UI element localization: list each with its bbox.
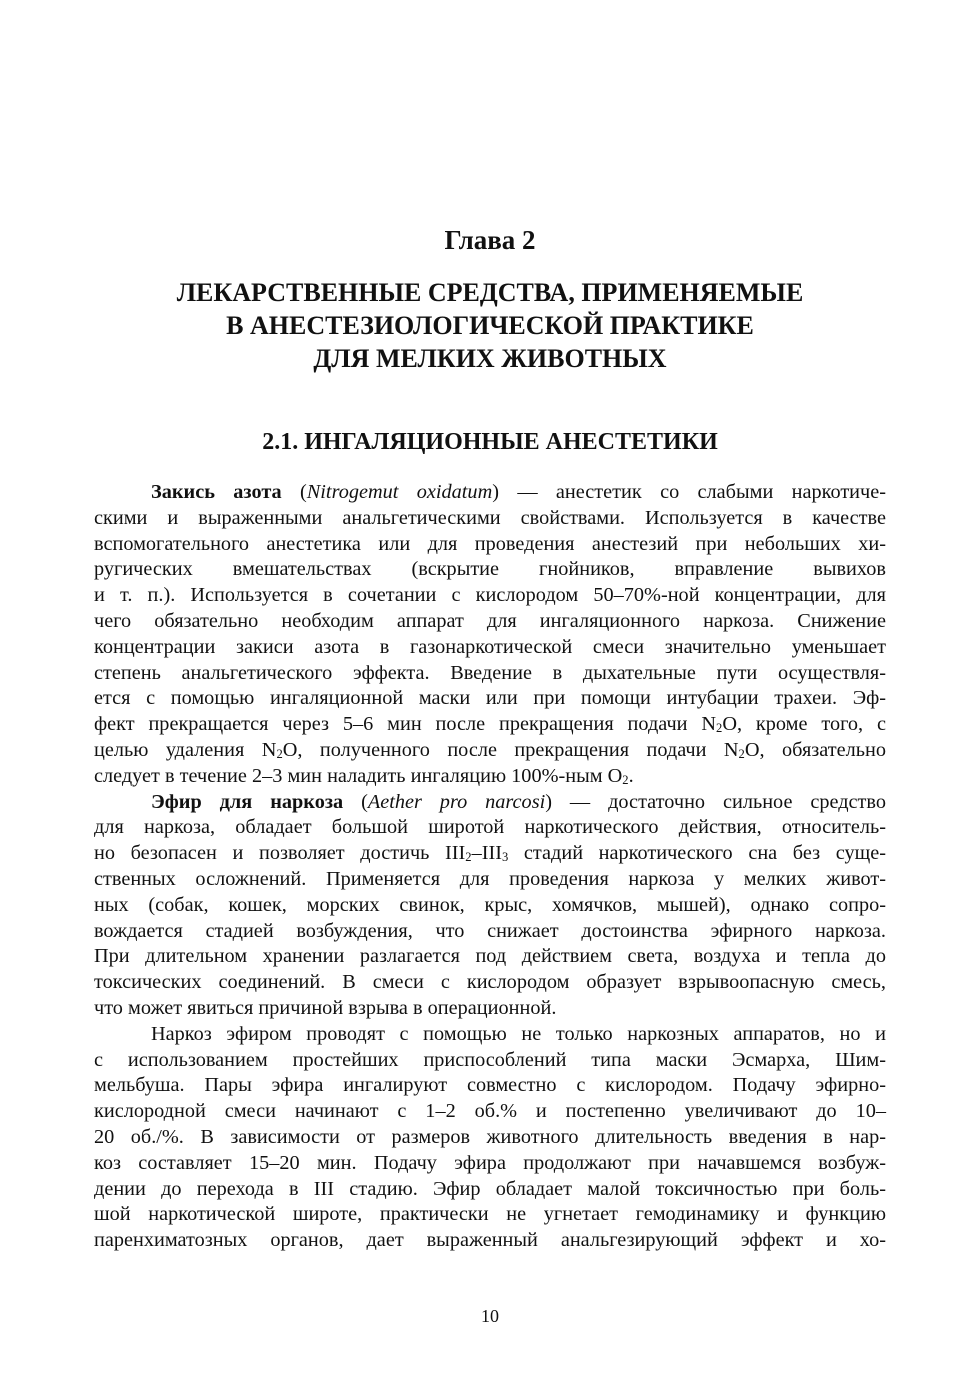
paragraph-line: шой наркотической широте, практически не угнетает гемодинамику и функцию	[94, 1203, 886, 1226]
paragraph-line: ругических вмешательствах (вскрытие гнойников, вправление вывихов	[94, 558, 886, 581]
latin-name: Nitrogemut oxidatum	[306, 481, 493, 503]
text-run: но безопасен и позволяет достичь III	[94, 842, 466, 865]
section-title: 2.1. ИНГАЛЯЦИОННЫЕ АНЕСТЕТИКИ	[262, 429, 718, 455]
subscript: 3	[501, 850, 509, 865]
subscript: 2	[465, 850, 472, 865]
paragraph-line	[94, 764, 886, 790]
paragraph-line: вождается стадией возбуждения, что снижает достоинства эфирного наркоза.	[94, 919, 886, 942]
text-run: –III	[471, 842, 502, 865]
paragraph-line: Эфир для наркоза (Aether pro narcosi) — достаточно сильное средство	[151, 790, 886, 813]
paragraph-line: Закись азота (Nitrogemut oxidatum) — анестетик со слабыми наркотиче-	[151, 481, 886, 503]
text-run: ) — анестетик со слабыми наркотиче-	[492, 481, 886, 503]
subscript: 2	[622, 772, 629, 787]
chapter-title	[94, 276, 886, 375]
paragraph-line: с использованием простейших приспособлений типа маски Эсмарха, Шим-	[94, 1048, 886, 1071]
subscript: 2	[738, 746, 745, 761]
body-text	[94, 480, 886, 1254]
paragraph-line: дении до перехода в III стадию. Эфир обладает малой токсичностью при боль-	[94, 1177, 886, 1200]
paragraph-line: При длительном хранении разлагается под действием света, воздуха и тепла до	[94, 945, 886, 968]
paragraph-line: коз составляет 15–20 мин. Подачу эфира продолжают при начавшемся возбуж-	[94, 1151, 886, 1174]
chapter-title-line: В АНЕСТЕЗИОЛОГИЧЕСКОЙ ПРАКТИКЕ	[226, 311, 754, 340]
text-run: O, кроме того, с	[722, 713, 886, 736]
paragraph-line: чего обязательно необходим аппарат для ингаляционного наркоза. Снижение	[94, 609, 886, 632]
paragraph-line: и т. п.). Используется в сочетании с кислородом 50–70%-ной концентрации, для	[94, 584, 886, 607]
paragraph-line: что может явиться причиной взрыва в операционной.	[94, 996, 557, 1019]
text-run: целью удаления N	[94, 738, 277, 761]
text-run: фект прекращается через 5–6 мин после прекращения подачи N	[94, 713, 717, 736]
paragraph-line	[94, 841, 886, 867]
text-run: O, обязательно	[744, 738, 887, 761]
paragraph-line: Наркоз эфиром проводят с помощью не только наркозных аппаратов, но и	[151, 1022, 886, 1045]
paragraph-line: ственных осложнений. Применяется для проведения наркоза у мелких живот-	[94, 867, 886, 890]
paragraph-line: ется с помощью ингаляционной маски или при помощи интубации трахеи. Эф-	[94, 687, 886, 710]
page-number: 10	[481, 1306, 499, 1326]
paragraph-line: вспомогательного анестетика или для проведения анестезий при небольших хи-	[94, 532, 886, 555]
text-run: следует в течение 2–3 мин наладить ингаляцию 100%-ным O	[94, 764, 623, 787]
text-run: .	[628, 764, 634, 787]
paragraph-line: концентрации закиси азота в газонаркотической смеси значительно уменьшает	[94, 635, 886, 658]
text-run: стадий наркотического сна без суще-	[508, 842, 886, 865]
paragraph-line: кислородной смеси начинают с 1–2 об.% и постепенно увеличивают до 10–	[94, 1100, 886, 1123]
latin-name: Aether pro narcosi	[367, 790, 546, 813]
paragraph-line: паренхиматозных органов, дает выраженный анальгезирующий эффект и хо-	[94, 1229, 886, 1252]
paragraph-line	[94, 712, 886, 738]
paragraph-line: скими и выраженными анальгетическими свойствами. Используется в качестве	[94, 506, 886, 529]
paragraph-line: для наркоза, обладает большой широтой наркотического действия, относитель-	[94, 816, 886, 839]
subscript: 2	[716, 721, 723, 736]
paragraph-line: мельбуша. Пары эфира ингалируют совместно с кислородом. Подачу эфирно-	[94, 1074, 886, 1097]
paragraph-line: ных (собак, кошек, морских свинок, крыс, хомячков, мышей), однако сопро-	[94, 893, 886, 916]
chapter-title-line: ДЛЯ МЕЛКИХ ЖИВОТНЫХ	[313, 344, 667, 373]
text-run: O, полученного после прекращения подачи N	[282, 738, 739, 761]
paragraph-line: степень анальгетического эффекта. Введение в дыхательные пути осуществля-	[94, 661, 886, 684]
paragraph-line: токсических соединений. В смеси с кислородом образует взрывоопасную смесь,	[94, 971, 886, 994]
subscript: 2	[276, 746, 283, 761]
text-run: ) — достаточно сильное средство	[545, 790, 886, 813]
chapter-title-line: ЛЕКАРСТВЕННЫЕ СРЕДСТВА, ПРИМЕНЯЕМЫЕ	[176, 278, 804, 307]
chapter-label: Глава 2	[444, 225, 536, 255]
paragraph-line	[94, 738, 886, 764]
term-ether: Эфир для наркоза	[151, 790, 344, 813]
term-nitrous-oxide: Закись азота	[151, 481, 282, 503]
paragraph-line: 20 об./%. В зависимости от размеров животного длительность введения в нар-	[94, 1125, 886, 1148]
